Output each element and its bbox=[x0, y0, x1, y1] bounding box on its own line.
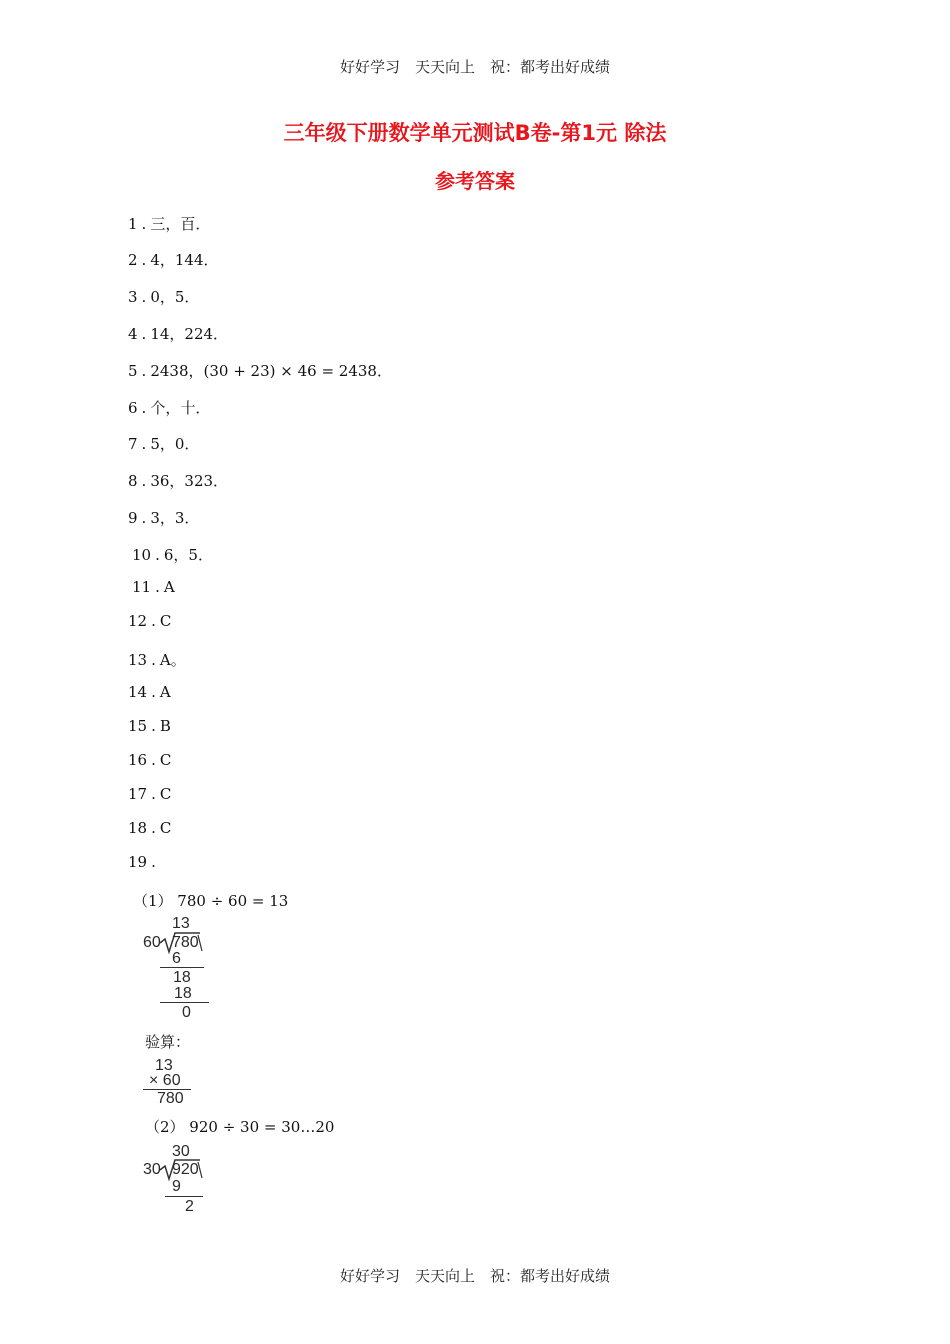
answer-line-1: 1 . 三，百． bbox=[128, 215, 211, 233]
document-title: 三年级下册数学单元测试B卷-第1元 除法 bbox=[283, 121, 667, 145]
check-label: 验算： bbox=[145, 1033, 191, 1051]
answer-line-12: 12 . C bbox=[128, 612, 172, 630]
answer-line-3: 3 . 0，5． bbox=[128, 288, 200, 306]
answer-line-11: 11 . A bbox=[132, 578, 175, 596]
answer-line-4: 4 . 14，224． bbox=[128, 325, 229, 343]
division1-rule1 bbox=[160, 967, 204, 968]
answer-line-2: 2 . 4，144． bbox=[128, 251, 219, 269]
division1-step1: 6 bbox=[172, 950, 181, 967]
answer-line-10: 10 . 6，5． bbox=[132, 546, 213, 564]
answer-line-15: 15 . B bbox=[128, 717, 171, 735]
answer-line-16: 16 . C bbox=[128, 751, 172, 769]
document-subtitle: 参考答案 bbox=[435, 169, 515, 193]
division2-step1: 9 bbox=[172, 1178, 181, 1195]
division1-step3: 18 bbox=[174, 985, 192, 1002]
answer-line-7: 7 . 5，0． bbox=[128, 435, 200, 453]
division1-step2: 18 bbox=[173, 969, 191, 986]
answer-line-17: 17 . C bbox=[128, 785, 172, 803]
page-header: 好好学习 天天向上 祝：都考出好成绩 bbox=[339, 58, 610, 76]
answer-line-18: 18 . C bbox=[128, 819, 172, 837]
answer-line-9: 9 . 3，3． bbox=[128, 509, 200, 527]
answer-line-8: 8 . 36，323． bbox=[128, 472, 229, 490]
check-multiplier: × 60 bbox=[149, 1072, 181, 1089]
check-top-number: 13 bbox=[155, 1057, 173, 1074]
division1-dividend: 780 bbox=[172, 934, 199, 951]
division2-dividend: 920 bbox=[172, 1161, 199, 1178]
answer-line-6: 6 . 个，十． bbox=[128, 399, 211, 417]
division2-divisor: 30 bbox=[143, 1161, 161, 1178]
division2-rule1 bbox=[165, 1196, 203, 1197]
page-footer: 好好学习 天天向上 祝：都考出好成绩 bbox=[339, 1267, 610, 1285]
part2-label: （2） 920 ÷ 30 = 30…20 bbox=[145, 1118, 335, 1136]
answer-line-19: 19 . bbox=[128, 853, 156, 871]
division1-divisor: 60 bbox=[143, 934, 161, 951]
division1-rule2 bbox=[160, 1002, 209, 1003]
division1-quotient: 13 bbox=[172, 915, 190, 932]
answer-line-14: 14 . A bbox=[128, 683, 171, 701]
answer-line-5: 5 . 2438，(30 + 23) × 46 = 2438． bbox=[128, 362, 392, 380]
division2-quotient: 30 bbox=[172, 1143, 190, 1160]
part1-label: （1） 780 ÷ 60 = 13 bbox=[133, 892, 289, 910]
answer-line-13: 13 . A。 bbox=[128, 651, 186, 669]
division2-remainder: 2 bbox=[185, 1198, 194, 1215]
division1-remainder: 0 bbox=[182, 1004, 191, 1021]
check-result: 780 bbox=[157, 1090, 184, 1107]
